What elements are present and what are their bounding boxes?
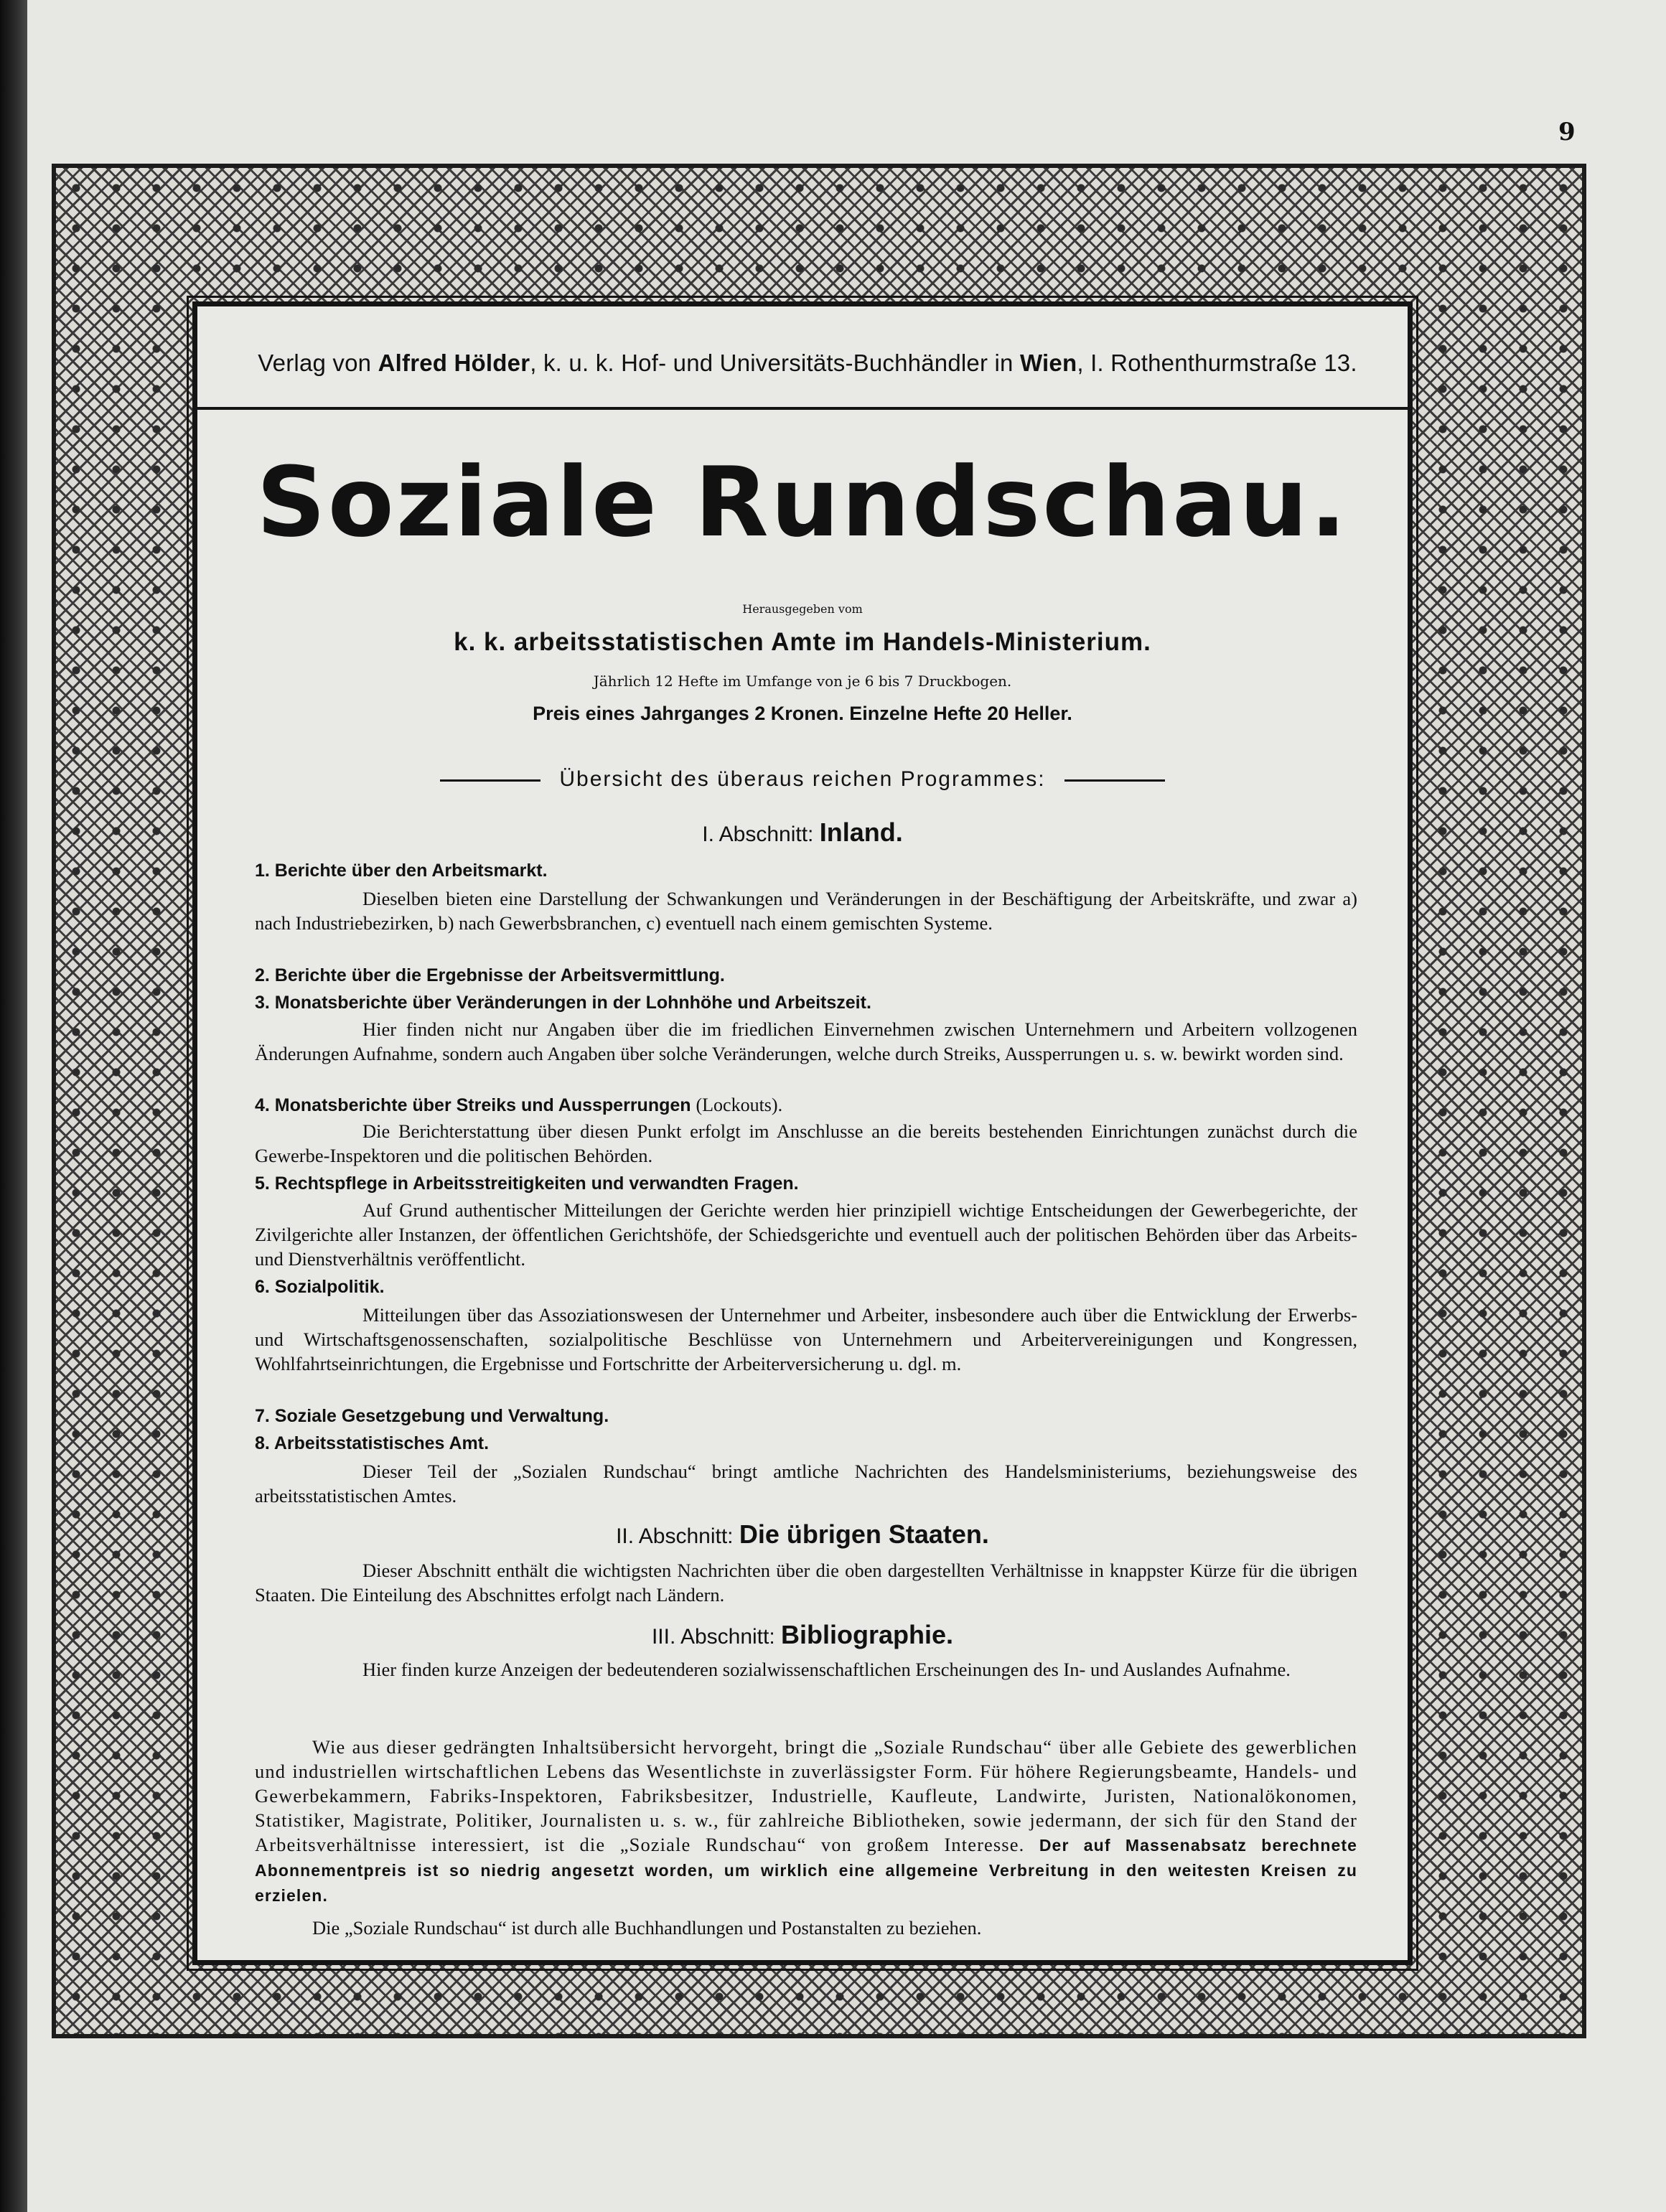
item-text-6: Mitteilungen über das Assoziationswesen der Unternehmer und Arbeiter, insbesondere auch über die Entwicklung der Erwerbs- und Wirtschaftsgenossenschaften, sozialpolitische Beschlüsse von Unternehmern und Arbeitervereinigungen und Kongressen, Wohlfahrtseinrichtungen, die Ergebnisse und Fortschritte der Arbeiterversicherung u. dgl. m. — [255, 1304, 1357, 1374]
item-heading-7: 7. Soziale Gesetzgebung und Verwaltung. — [255, 1406, 609, 1426]
item-heading-6: 6. Sozialpolitik. — [255, 1277, 385, 1297]
issues-info: Jährlich 12 Hefte im Umfange von je 6 bis 7 Druckbogen. — [593, 672, 1012, 690]
final-line: Die „Soziale Rundschau“ ist durch alle Buchhandlungen und Postanstalten zu beziehen. — [312, 1917, 982, 1939]
program-overview-heading — [197, 767, 1408, 792]
publisher-line — [256, 350, 1359, 377]
item-text-8: Dieser Teil der „Sozialen Rundschau“ bringt amtliche Nachrichten des Handelsministeriums, beziehungsweise des arbeitsstatistischen Amtes. — [255, 1461, 1357, 1506]
section-name: Inland. — [819, 817, 903, 847]
item-text-5: Auf Grund authentischer Mitteilungen der Gerichte werden hier prinzipiell wichtige Entscheidungen der Gewerbegerichte, der Zivilgerichte aller Instanzen, der öffentlichen Gerichtshöfe, der Schiedsgerichte und eventuell auch der politischen Behörden über das Arbeits- und Dienstverhältnis veröffentlicht. — [255, 1199, 1357, 1270]
section-prefix: I. Abschnitt: — [702, 823, 814, 846]
overview-text: Übersicht des überaus reichen Programmes: — [559, 767, 1046, 791]
item-heading-4 — [255, 1095, 782, 1116]
section-heading-2 — [197, 1519, 1408, 1550]
publisher-city: Wien — [1019, 350, 1077, 376]
item-heading-8: 8. Arbeitsstatistisches Amt. — [255, 1433, 490, 1453]
publisher-name: Alfred Hölder — [378, 350, 530, 376]
left-dash — [440, 779, 540, 782]
item-heading-5: 5. Rechtspflege in Arbeitsstreitigkeiten und verwandten Fragen. — [255, 1173, 799, 1194]
item-heading-3: 3. Monatsberichte über Veränderungen in der Lohnhöhe und Arbeitszeit. — [255, 993, 871, 1013]
editor-name: k. k. arbeitsstatistischen Amte im Handels-Ministerium. — [454, 628, 1151, 656]
editor-label: Herausgegeben vom — [742, 602, 863, 616]
item-text-3: Hier finden nicht nur Angaben über die im friedlichen Einvernehmen zwischen Unternehmern und Arbeitern vollzogenen Änderungen Aufnahme, sondern auch Angaben über solche Veränderungen, welche durch Streiks, Aussperrungen u. s. w. bewirkt worden sind. — [255, 1018, 1357, 1064]
advertisement-box — [192, 301, 1413, 1965]
page-number: 9 — [1558, 118, 1576, 146]
closing-emphasis: Der auf Massenabsatz berechnete Abonnementpreis ist so niedrig angesetzt worden, um wirklich eine allgemeine Verbreitung in den weitesten Kreisen zu erzielen. — [255, 1836, 1358, 1905]
section-prefix: III. Abschnitt: — [651, 1625, 775, 1649]
journal-title: Soziale Rundschau. — [256, 446, 1349, 558]
item-heading-4-extra: (Lockouts). — [696, 1095, 783, 1115]
section-prefix: II. Abschnitt: — [616, 1524, 734, 1548]
item-heading-4-main: 4. Monatsberichte über Streiks und Aussperrungen — [255, 1095, 691, 1115]
film-edge — [0, 0, 27, 2212]
item-text-4: Die Berichterstattung über diesen Punkt erfolgt im Anschlusse an die bereits bestehenden Einrichtungen zunächst durch die Gewerbe-Inspektoren und die politischen Behörden. — [255, 1120, 1357, 1166]
section-heading-1 — [197, 817, 1408, 848]
publisher-prefix: Verlag von — [258, 350, 372, 376]
section-name: Bibliographie. — [781, 1620, 954, 1649]
price-info: Preis eines Jahrganges 2 Kronen. Einzelne Hefte 20 Heller. — [533, 703, 1072, 724]
item-heading-1: 1. Berichte über den Arbeitsmarkt. — [255, 861, 548, 881]
publisher-address: , I. Rothenthurmstraße 13. — [1077, 350, 1357, 376]
closing-paragraph — [255, 1735, 1357, 1908]
item-heading-2: 2. Berichte über die Ergebnisse der Arbeitsvermittlung. — [255, 965, 725, 985]
section-name: Die übrigen Staaten. — [739, 1519, 989, 1549]
section-2-text: Dieser Abschnitt enthält die wichtigsten Nachrichten über die oben dargestellten Verhältnisse in knappster Kürze für die übrigen Staaten. Die Einteilung des Abschnittes erfolgt nach Ländern. — [255, 1560, 1357, 1606]
right-dash — [1064, 779, 1165, 782]
closing-text: Wie aus dieser gedrängten Inhaltsübersicht hervorgeht, bringt die „Soziale Rundschau“ über alle Gebiete des gewerblichen und industriellen wirtschaftlichen Lebens das Wesentlichste in zuverlässigster Form. Für höhere Regierungsbeamte, Handels- und Gewerbekammern, Fabriks-Inspektoren, Fabriksbesitzer, Industrielle, Kaufleute, Landwirte, Juristen, Nationalökonomen, Statistiker, Magistrate, Politiker, Journalisten u. s. w., für zahlreiche Bibliotheken, sowie jedermann, der sich für den Stand der Arbeitsverhältnisse interessiert, ist die „Soziale Rundschau“ von großem Interesse. — [255, 1736, 1357, 1855]
item-text-1: Dieselben bieten eine Darstellung der Schwankungen und Veränderungen in der Beschäftigung der Arbeitskräfte, und zwar a) nach Industriebezirken, b) nach Gewerbsbranchen, c) eventuell nach einem gemischten Systeme. — [255, 888, 1357, 934]
publisher-middle: , k. u. k. Hof- und Universitäts-Buchhändler in — [530, 350, 1014, 376]
header-rule — [197, 407, 1408, 410]
section-heading-3 — [197, 1620, 1408, 1650]
section-3-text: Hier finden kurze Anzeigen der bedeutenderen sozialwissenschaftlichen Erscheinungen des In- und Auslandes Aufnahme. — [362, 1659, 1291, 1680]
